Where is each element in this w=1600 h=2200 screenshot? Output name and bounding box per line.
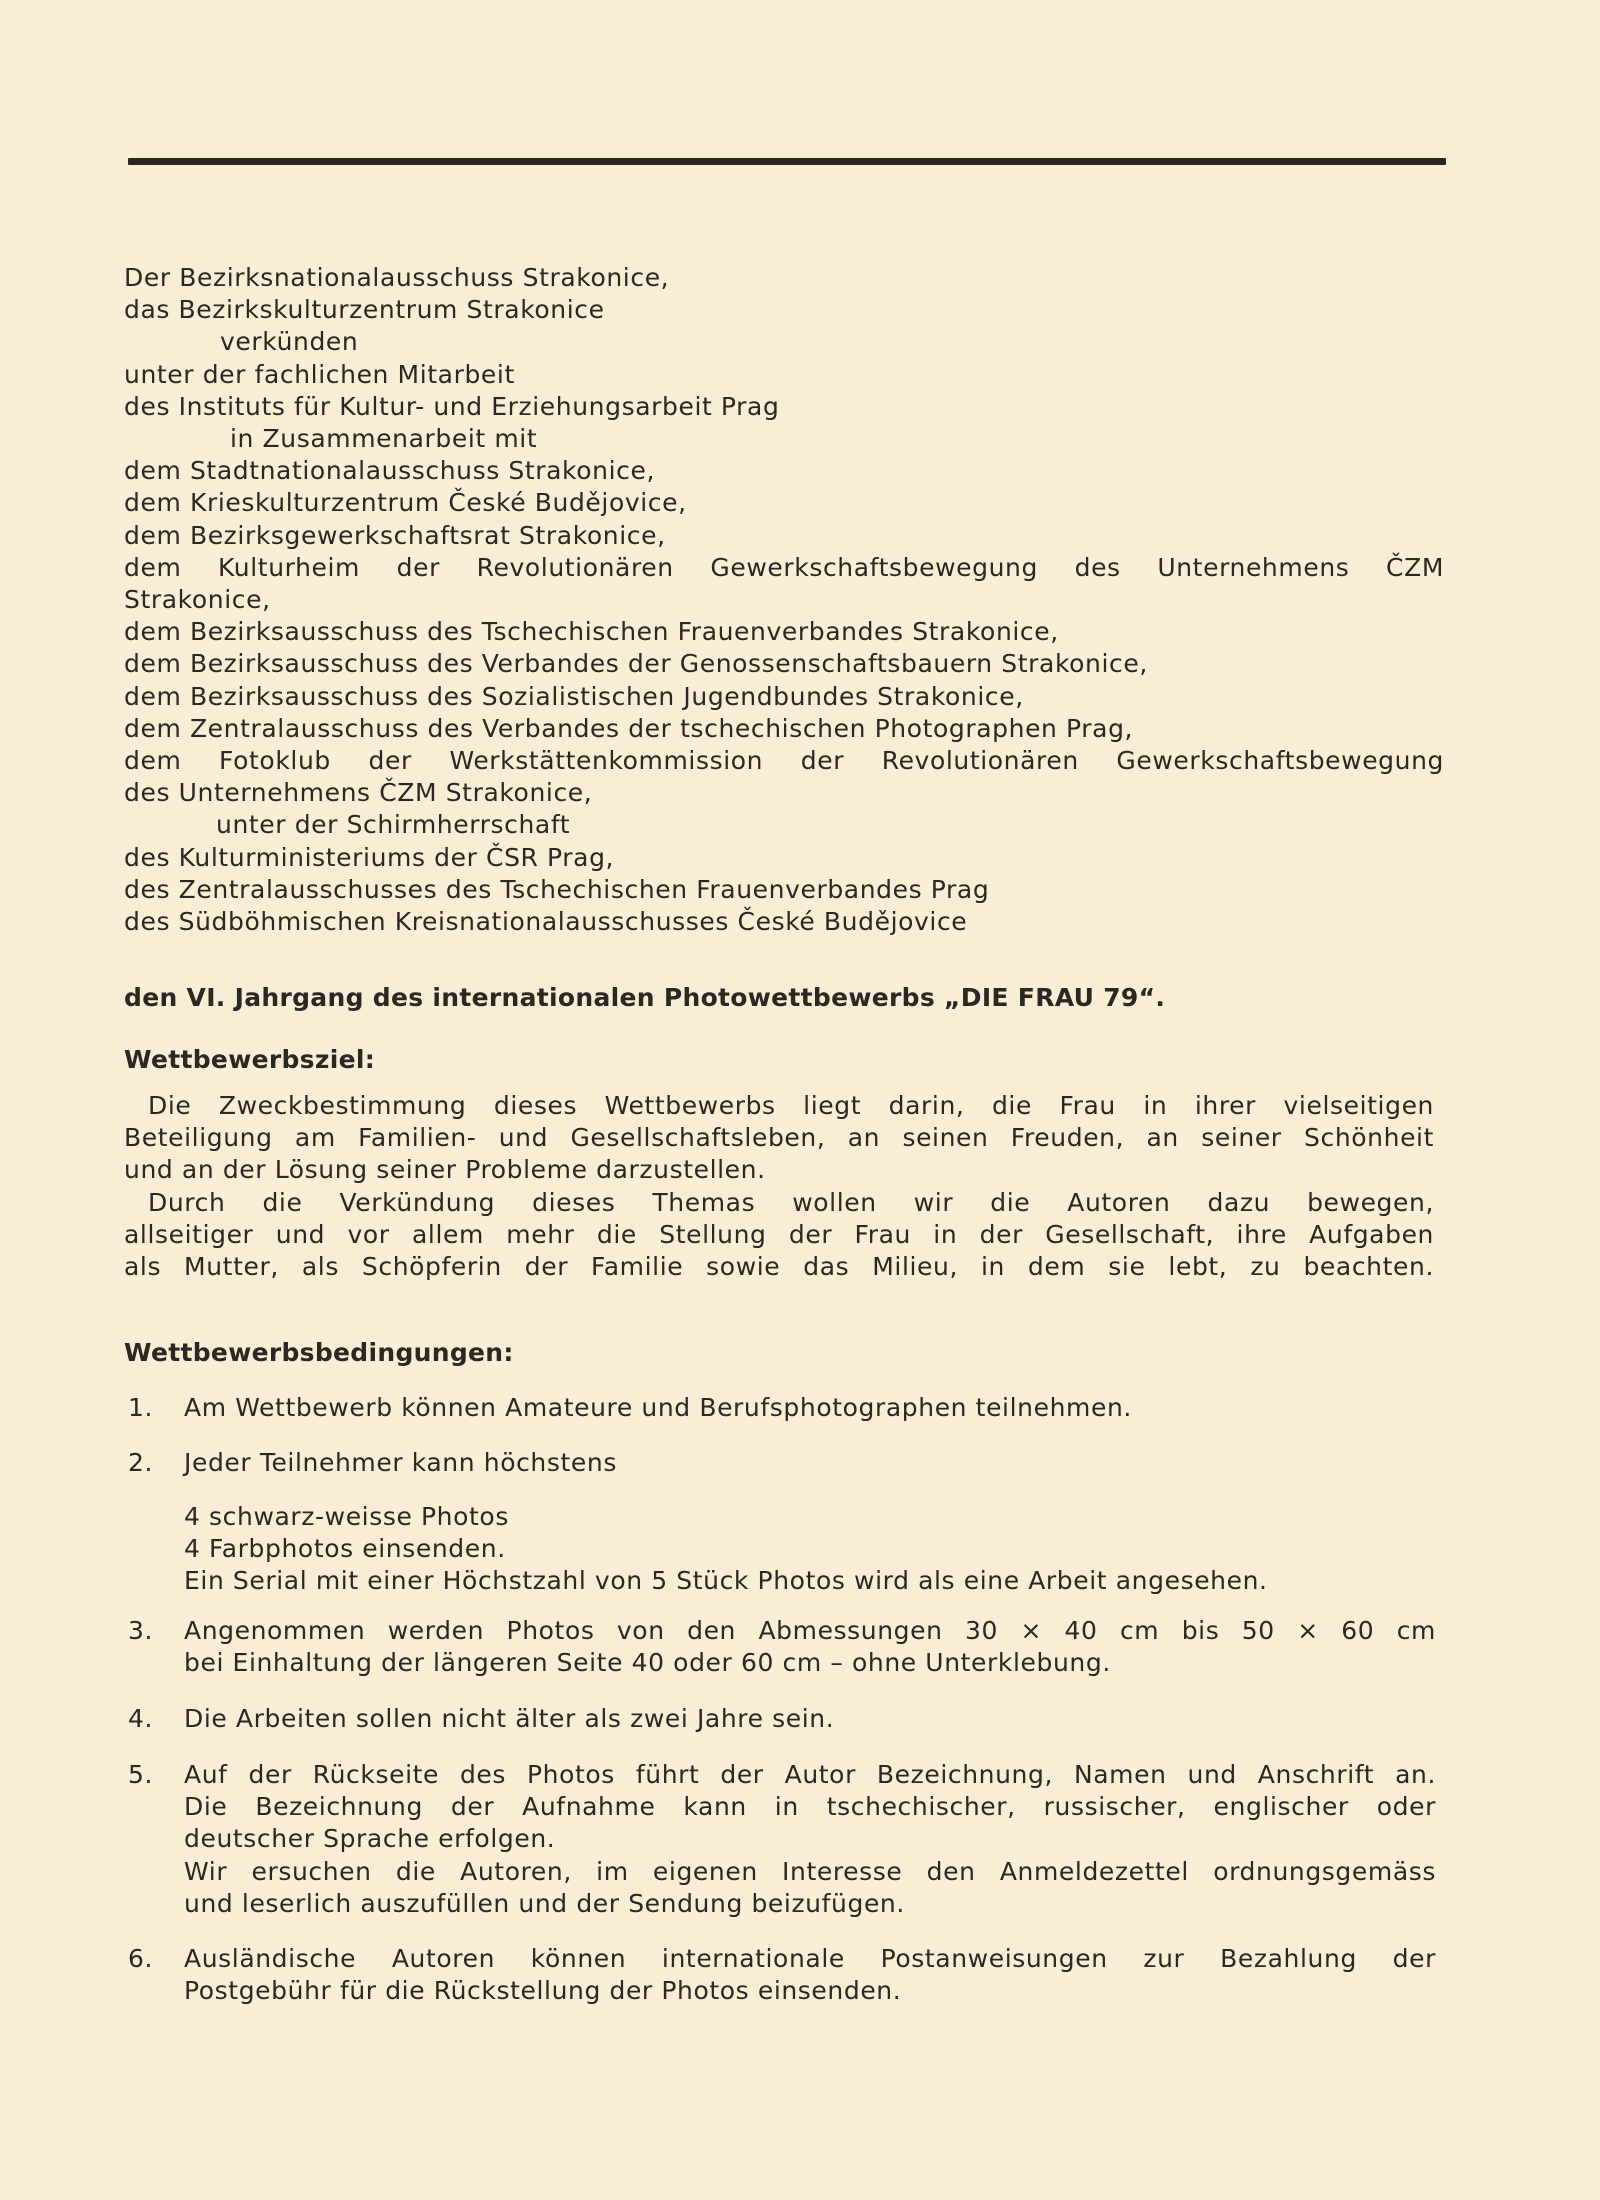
condition-line: Wir ersuchen die Autoren, im eigenen Interesse den Anmeldezettel ordnungsgemäss [184, 1856, 1436, 1886]
condition-number: 2. [128, 1448, 154, 1477]
intro-line: dem Kulturheim der Revolutionären Gewerkschaftsbewegung des Unternehmens ČZM [124, 552, 1444, 582]
intro-line: unter der fachlichen Mitarbeit [124, 359, 515, 389]
goal-line: allseitiger und vor allem mehr die Stellung der Frau in der Gesellschaft, ihre Aufgaben [124, 1219, 1434, 1249]
intro-line: dem Bezirksgewerkschaftsrat Strakonice, [124, 520, 666, 550]
condition-line: 4 Farbphotos einsenden. [184, 1534, 506, 1564]
intro-line: dem Zentralausschuss des Verbandes der tschechischen Photographen Prag, [124, 713, 1134, 743]
intro-line: dem Bezirksausschuss des Tschechischen Frauenverbandes Strakonice, [124, 617, 1059, 647]
intro-line: das Bezirkskulturzentrum Strakonice [124, 295, 605, 325]
conditions-heading: Wettbewerbsbedingungen: [124, 1338, 514, 1367]
goal-line: Durch die Verkündung dieses Themas wollen wir die Autoren dazu bewegen, [148, 1187, 1434, 1217]
condition-line: Ausländische Autoren können internationale Postanweisungen zur Bezahlung der [184, 1944, 1436, 1973]
intro-line: verkünden [220, 327, 359, 357]
intro-line: in Zusammenarbeit mit [230, 424, 538, 454]
condition-number: 5. [128, 1760, 154, 1789]
condition-number: 4. [128, 1704, 154, 1733]
condition-number: 1. [128, 1393, 154, 1422]
intro-line: des Zentralausschusses des Tschechischen Frauenverbandes Prag [124, 874, 990, 904]
condition-line: Angenommen werden Photos von den Abmessungen 30 × 40 cm bis 50 × 60 cm [184, 1616, 1436, 1645]
organizers-block [124, 262, 1444, 938]
condition-line: Jeder Teilnehmer kann höchstens [184, 1448, 617, 1477]
condition-line: Postgebühr für die Rückstellung der Photos einsenden. [184, 1976, 902, 2006]
condition-line: bei Einhaltung der längeren Seite 40 oder 60 cm – ohne Unterklebung. [184, 1648, 1111, 1678]
intro-line: dem Stadtnationalausschuss Strakonice, [124, 456, 655, 486]
condition-line: Die Arbeiten sollen nicht älter als zwei Jahre sein. [184, 1704, 835, 1733]
condition-line: Am Wettbewerb können Amateure und Berufsphotographen teilnehmen. [184, 1393, 1132, 1422]
goal-line: und an der Lösung seiner Probleme darzustellen. [124, 1155, 766, 1185]
condition-number: 6. [128, 1944, 154, 1973]
condition-line: und leserlich auszufüllen und der Sendung beizufügen. [184, 1888, 905, 1918]
intro-line: dem Bezirksausschuss des Sozialistischen Jugendbundes Strakonice, [124, 681, 1024, 711]
intro-line: Strakonice, [124, 585, 271, 615]
intro-line: unter der Schirmherrschaft [216, 810, 571, 840]
intro-line: dem Krieskulturzentrum České Budějovice, [124, 488, 687, 518]
condition-line: Auf der Rückseite des Photos führt der Autor Bezeichnung, Namen und Anschrift an. [184, 1760, 1436, 1789]
goal-heading: Wettbewerbsziel: [124, 1045, 375, 1074]
goal-line: Die Zweckbestimmung dieses Wettbewerbs liegt darin, die Frau in ihrer vielseitigen [148, 1091, 1434, 1120]
condition-line: Ein Serial mit einer Höchstzahl von 5 Stück Photos wird als eine Arbeit angesehen. [184, 1566, 1268, 1596]
intro-line: Der Bezirksnationalausschuss Strakonice, [124, 263, 670, 292]
competition-announcement: den VI. Jahrgang des internationalen Photowettbewerbs „DIE FRAU 79“. [124, 983, 1166, 1012]
condition-line: Die Bezeichnung der Aufnahme kann in tschechischer, russischer, englischer oder [184, 1792, 1436, 1822]
goal-line: als Mutter, als Schöpferin der Familie sowie das Milieu, in dem sie lebt, zu beachten. [124, 1252, 1434, 1282]
intro-line: des Unternehmens ČZM Strakonice, [124, 778, 593, 808]
intro-line: des Kulturministeriums der ČSR Prag, [124, 842, 615, 872]
intro-line: des Instituts für Kultur- und Erziehungsarbeit Prag [124, 391, 780, 421]
top-rule [128, 158, 1446, 165]
goal-paragraph [124, 1090, 1434, 1283]
intro-line: dem Fotoklub der Werkstättenkommission der Revolutionären Gewerkschaftsbewegung [124, 746, 1444, 776]
goal-line: Beteiligung am Familien- und Gesellschaftsleben, an seinen Freuden, an seiner Schönheit [124, 1123, 1434, 1153]
intro-line: dem Bezirksausschuss des Verbandes der Genossenschaftsbauern Strakonice, [124, 649, 1148, 679]
intro-line: des Südböhmischen Kreisnationalausschusses České Budějovice [124, 907, 968, 937]
condition-line: 4 schwarz-weisse Photos [184, 1502, 509, 1531]
condition-line: deutscher Sprache erfolgen. [184, 1824, 556, 1854]
condition-number: 3. [128, 1616, 154, 1645]
